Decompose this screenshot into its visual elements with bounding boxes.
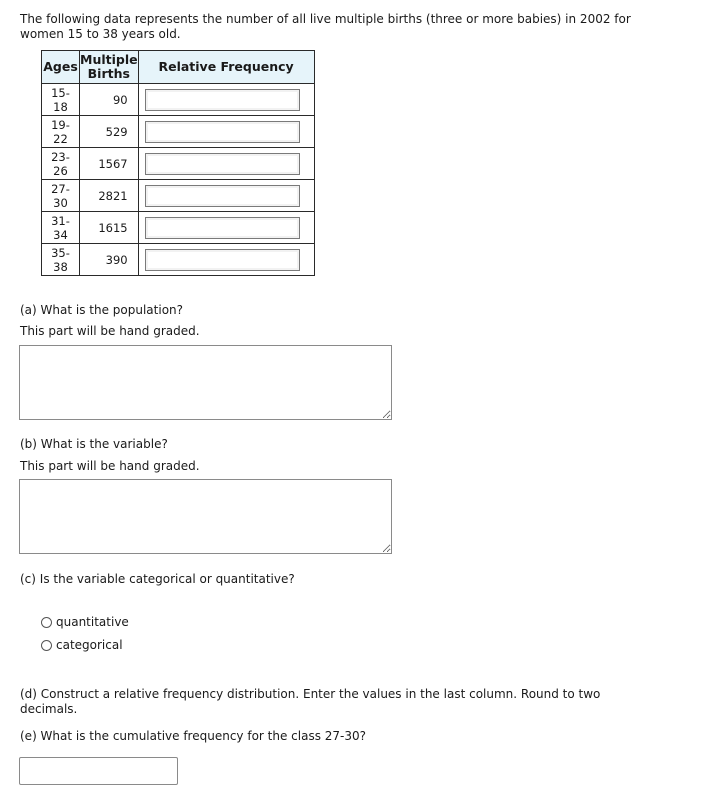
relative-frequency-cell <box>138 212 314 244</box>
radio-button-icon[interactable] <box>41 640 52 651</box>
age-end: 30 <box>53 195 68 210</box>
header-multiple-births <box>80 51 139 84</box>
table-row <box>42 84 315 116</box>
table-row <box>42 148 315 180</box>
relative-frequency-cell <box>138 180 314 212</box>
age-start: 31- <box>51 213 70 228</box>
age-start: 27- <box>51 181 70 196</box>
header-relative-frequency: Relative Frequency <box>138 51 314 84</box>
relative-frequency-input[interactable] <box>145 89 300 111</box>
header-ages: Ages <box>42 51 80 84</box>
relative-frequency-input[interactable] <box>145 121 300 143</box>
header-births-line2: Births <box>87 66 130 81</box>
option-quantitative[interactable] <box>41 615 129 630</box>
frequency-table <box>41 50 315 276</box>
relative-frequency-input[interactable] <box>145 249 300 271</box>
age-end: 22 <box>53 131 68 146</box>
option-label[interactable]: categorical <box>56 638 123 652</box>
relative-frequency-cell <box>138 84 314 116</box>
header-births-line1: Multiple <box>80 52 138 67</box>
age-cell <box>42 212 80 244</box>
relative-frequency-input[interactable] <box>145 153 300 175</box>
age-end: 18 <box>53 99 68 114</box>
relative-frequency-input[interactable] <box>145 217 300 239</box>
part-e-answer-input[interactable] <box>19 757 178 785</box>
age-cell <box>42 116 80 148</box>
births-cell: 1567 <box>80 148 139 180</box>
table-row <box>42 116 315 148</box>
relative-frequency-cell <box>138 116 314 148</box>
part-b-note: This part will be hand graded. <box>20 459 200 473</box>
part-d-question: (d) Construct a relative frequency distribution. Enter the values in the last column. Round to two decimals. <box>20 687 601 716</box>
age-start: 35- <box>51 245 70 260</box>
age-cell <box>42 84 80 116</box>
part-b-question: (b) What is the variable? <box>20 437 168 451</box>
age-cell <box>42 180 80 212</box>
table-row <box>42 244 315 276</box>
age-end: 26 <box>53 163 68 178</box>
radio-button-icon[interactable] <box>41 617 52 628</box>
relative-frequency-cell <box>138 244 314 276</box>
option-categorical[interactable] <box>41 638 123 653</box>
part-c-question: (c) Is the variable categorical or quantitative? <box>20 572 295 586</box>
births-cell: 90 <box>80 84 139 116</box>
age-start: 15- <box>51 85 70 100</box>
part-a-question: (a) What is the population? <box>20 303 184 317</box>
part-e-question: (e) What is the cumulative frequency for the class 27-30? <box>20 729 367 743</box>
table-row <box>42 212 315 244</box>
age-cell <box>42 148 80 180</box>
part-a-note: This part will be hand graded. <box>20 324 200 338</box>
births-cell: 390 <box>80 244 139 276</box>
part-a-answer-textarea[interactable] <box>19 345 392 420</box>
births-cell: 1615 <box>80 212 139 244</box>
part-b-answer-textarea[interactable] <box>19 479 392 554</box>
age-end: 34 <box>53 227 68 242</box>
relative-frequency-cell <box>138 148 314 180</box>
births-cell: 2821 <box>80 180 139 212</box>
table-header-row <box>42 51 315 84</box>
table-row <box>42 180 315 212</box>
problem-intro: The following data represents the number of all live multiple births (three or more babies) in 2002 for women 15 to 38 years old. <box>20 12 631 41</box>
option-label[interactable]: quantitative <box>56 615 129 629</box>
age-end: 38 <box>53 259 68 274</box>
births-cell: 529 <box>80 116 139 148</box>
age-start: 19- <box>51 117 70 132</box>
age-cell <box>42 244 80 276</box>
age-start: 23- <box>51 149 70 164</box>
relative-frequency-input[interactable] <box>145 185 300 207</box>
